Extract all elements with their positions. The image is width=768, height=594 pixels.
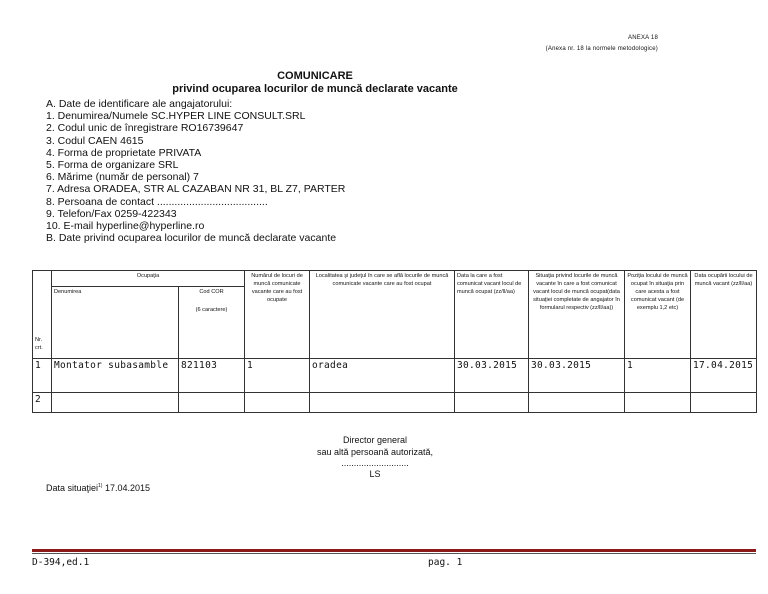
cell-localitatea (310, 393, 455, 413)
header-data-comunicare: Data la care a fost comunicat vacant locul de muncă ocupat (zz/ll/aa) (455, 271, 529, 359)
header-cod-cor-note: (6 caractere) (195, 307, 228, 313)
table-row (33, 359, 757, 393)
employer-contact: 8. Persoana de contact ...................................... (46, 195, 268, 208)
header-denumirea: Denumirea (52, 287, 179, 359)
signature-line: ........................... (341, 458, 409, 468)
vacancies-table (32, 270, 757, 413)
cell-situatia: 30.03.2015 (529, 359, 625, 393)
footnote-marker: 1) (98, 483, 103, 489)
signature-ls: LS (369, 469, 381, 479)
header-cod-cor (179, 287, 245, 359)
header-cod-cor-label: Cod COR (199, 289, 224, 295)
footer-divider (32, 549, 756, 552)
form-code: D-394,ed.1 (32, 557, 90, 568)
annex-note (546, 33, 658, 55)
page-number: pag. 1 (428, 557, 463, 568)
cell-numarul: 1 (245, 359, 310, 393)
annex-reference: (Anexa nr. 18 la normele metodologice) (545, 46, 658, 52)
cell-nr: 1 (33, 359, 52, 393)
employer-cui: 2. Codul unic de înregistrare RO16739647 (46, 122, 244, 135)
header-localitatea: Localitatea şi judeţul în care se află locurile de muncă comunicate vacante care au fost ocupat (310, 271, 455, 359)
cell-situatia (529, 393, 625, 413)
situation-date-label: Data situaţiei (46, 483, 99, 493)
employer-size: 6. Mărime (număr de personal) 7 (46, 171, 199, 184)
employer-organization: 5. Forma de organizare SRL (46, 159, 179, 172)
header-data-ocuparii: Data ocupării locului de muncă vacant (zz/ll/aa) (691, 271, 757, 359)
header-ocupatia: Ocupaţia (52, 271, 245, 287)
cell-cod-cor: 821103 (179, 359, 245, 393)
employer-name: 1. Denumirea/Numele SC.HYPER LINE CONSULT.SRL (46, 110, 306, 123)
cell-numarul (245, 393, 310, 413)
section-b-heading: B. Date privind ocuparea locurilor de muncă declarate vacante (46, 232, 337, 245)
cell-data-ocuparii: 17.04.2015 (691, 359, 757, 393)
header-pozitia: Poziţia locului de muncă ocupat în situaţia prin care acesta a fost comunicat vacant (de exemplu 1,2 etc) (625, 271, 691, 359)
cell-nr: 2 (33, 393, 52, 413)
employer-address: 7. Adresa ORADEA, STR AL CAZABAN NR 31, BL Z7, PARTER (46, 183, 346, 196)
footer-divider-thin (32, 553, 756, 554)
situation-date (46, 483, 150, 493)
cell-data-comunicare: 30.03.2015 (455, 359, 529, 393)
annex-number: ANEXA 18 (628, 35, 658, 41)
header-situatia: Situaţia privind locurile de muncă vacante în care a fost comunicat vacant locul de muncă ocupat(data situaţiei completate de angajator în formularul respectiv (zz/ll/aa)) (529, 271, 625, 359)
table-row (33, 393, 757, 413)
cell-denumirea (52, 393, 179, 413)
document-subtitle: privind ocuparea locurilor de muncă declarate vacante (172, 83, 458, 95)
document-title: COMUNICARE (277, 70, 353, 82)
situation-date-value: 17.04.2015 (105, 483, 151, 493)
signature-title: Director general (342, 435, 408, 445)
header-nr: Nr. crt. (33, 271, 52, 359)
section-a-heading: A. Date de identificare ale angajatorului: (46, 98, 233, 110)
signature-subtitle: sau altă persoană autorizată, (316, 447, 434, 457)
cell-pozitia (625, 393, 691, 413)
cell-denumirea: Montator subasamble (52, 359, 179, 393)
employer-details (46, 98, 345, 244)
employer-email: 10. E-mail hyperline@hyperline.ro (46, 220, 205, 233)
header-numarul: Numărul de locuri de muncă comunicate vacante care au fost ocupate (245, 271, 310, 359)
cell-pozitia: 1 (625, 359, 691, 393)
cell-data-comunicare (455, 393, 529, 413)
employer-caen: 3. Codul CAEN 4615 (46, 134, 144, 147)
cell-localitatea: oradea (310, 359, 455, 393)
employer-ownership: 4. Forma de proprietate PRIVATA (46, 146, 202, 159)
employer-phone: 9. Telefon/Fax 0259-422343 (46, 207, 177, 220)
signature-block (300, 434, 450, 480)
cell-data-ocuparii (691, 393, 757, 413)
cell-cod-cor (179, 393, 245, 413)
